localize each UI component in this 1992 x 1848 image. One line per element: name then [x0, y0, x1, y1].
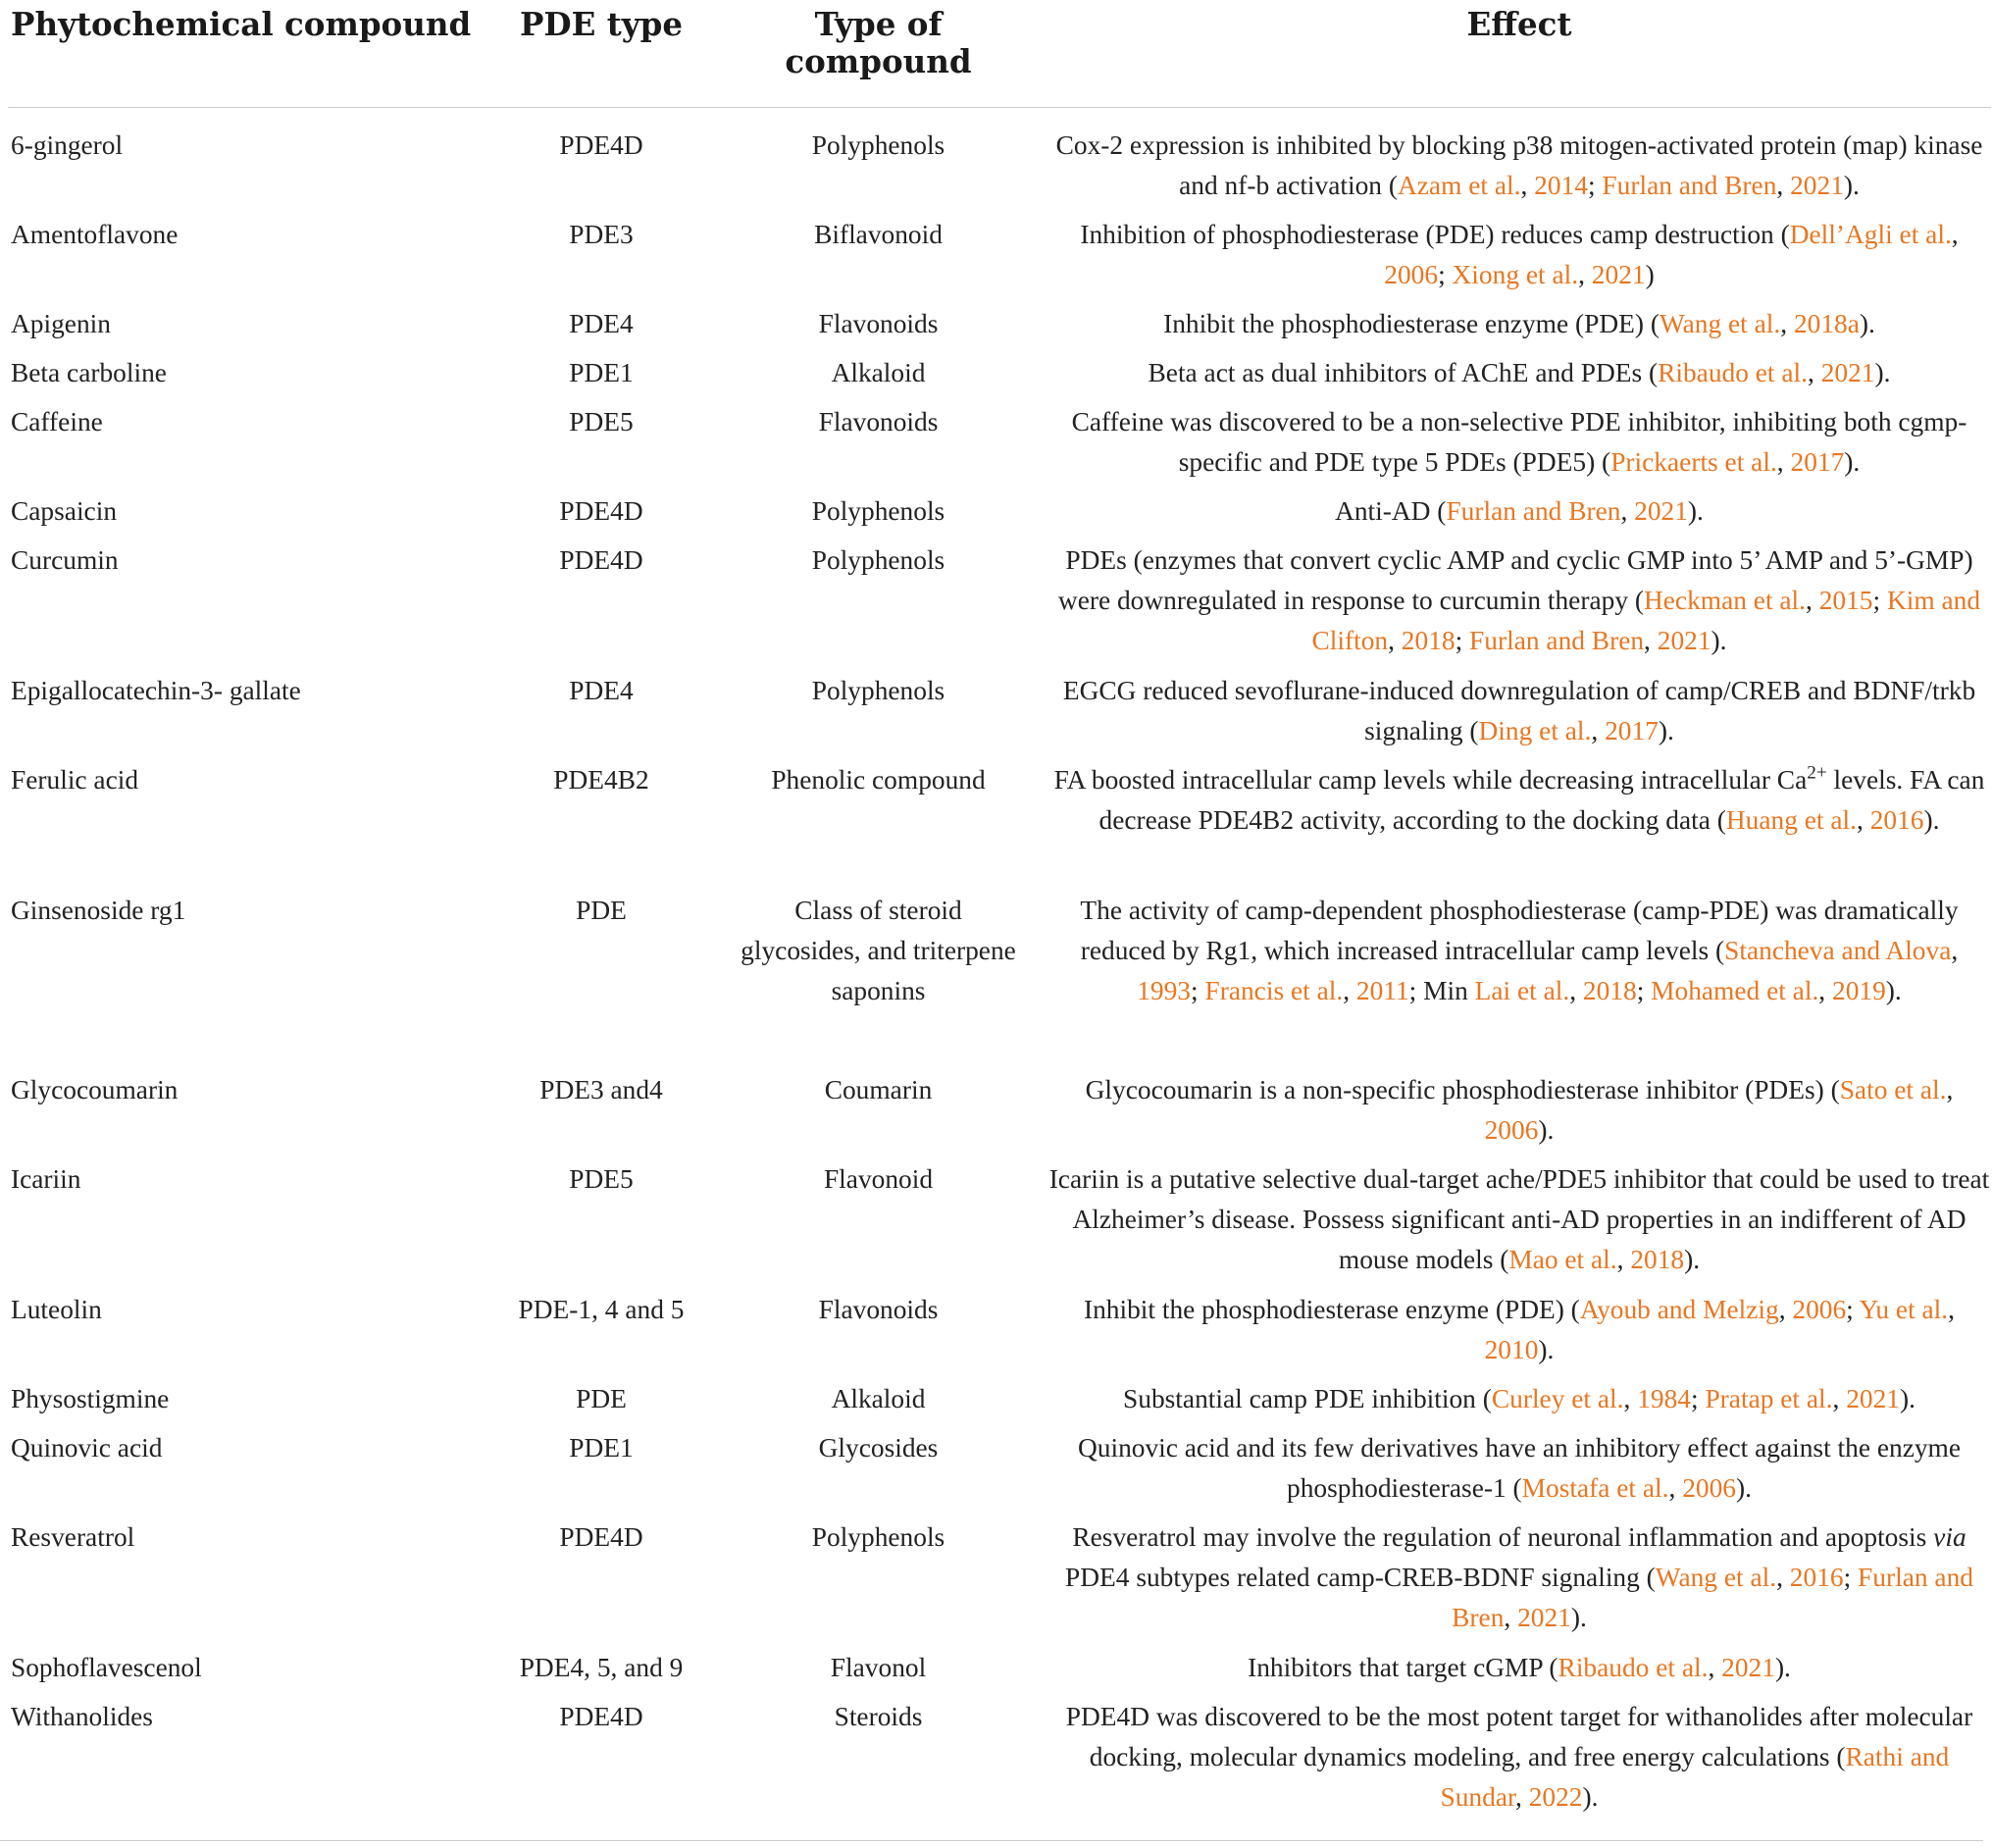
pde-type-cell: PDE1	[569, 1433, 634, 1463]
effect-cell	[1047, 1428, 1991, 1509]
table-row	[8, 540, 1991, 671]
table-row	[8, 1697, 1991, 1827]
reference-link[interactable]: Huang et al.	[1725, 805, 1858, 835]
effect-text: ,	[1776, 1563, 1790, 1592]
effect-text: Icariin is a putative selective dual-target ache/PDE5 inhibitor that could be used to treat Alzheimer’s disease. Possess significant anti-AD properties in an indifferent of AD mouse models (	[1048, 1164, 1990, 1274]
table-row	[8, 1379, 1991, 1428]
reference-link[interactable]: Ribaudo et al.	[1558, 1653, 1709, 1682]
reference-link[interactable]: 2021	[1820, 358, 1875, 387]
effect-text: Glycocoumarin is a non-specific phosphodiesterase inhibitor (PDEs) (	[1085, 1075, 1840, 1104]
reference-link[interactable]: Dell’Agli et al.	[1789, 220, 1952, 249]
effect-cell	[1047, 1290, 1991, 1370]
pde-type-cell: PDE3 and4	[539, 1075, 663, 1104]
reference-link[interactable]: Kim and Clifton	[1311, 586, 1981, 655]
phytochemical-pde-table	[8, 0, 1991, 1812]
compound-type-cell: Biflavonoid	[814, 220, 943, 249]
reference-link[interactable]: Furlan and Bren	[1446, 496, 1621, 526]
effect-text: ).	[1538, 1115, 1555, 1145]
effect-text: ,	[1578, 260, 1592, 289]
effect-text: ).	[1538, 1335, 1555, 1364]
reference-link[interactable]: Azam et al.	[1397, 171, 1521, 200]
effect-cell	[1047, 540, 1991, 661]
pde-type-cell: PDE	[576, 896, 627, 925]
effect-text: ).	[1874, 358, 1891, 387]
pde-type-cell: PDE-1, 4 and 5	[518, 1295, 685, 1324]
pde-type-cell: PDE4D	[559, 1522, 643, 1552]
reference-link[interactable]: 2016	[1869, 805, 1924, 835]
reference-link[interactable]: Prickaerts et al.	[1610, 447, 1777, 477]
effect-text: ).	[1923, 805, 1940, 835]
compound-type-cell: Polyphenols	[811, 1522, 945, 1552]
pde-type-cell: PDE4D	[559, 130, 643, 160]
compound-type-cell: Class of steroid glycosides, and triterpene saponins	[741, 896, 1016, 1005]
effect-text: ).	[1570, 1603, 1587, 1632]
compound-cell: Caffeine	[11, 407, 103, 436]
compound-cell: Ginsenoside rg1	[11, 896, 186, 925]
effect-text: Inhibition of phosphodiesterase (PDE) reduces camp destruction (	[1080, 220, 1790, 249]
effect-text: ,	[1776, 447, 1791, 477]
effect-text: ;	[1843, 1563, 1859, 1592]
effect-text: ;	[1872, 586, 1887, 615]
reference-link[interactable]: 2011	[1355, 976, 1409, 1005]
table-row	[8, 126, 1991, 215]
effect-cell	[1047, 402, 1991, 483]
reference-link[interactable]: Mostafa et al.	[1521, 1473, 1669, 1503]
effect-cell	[1047, 491, 1991, 532]
compound-cell: Luteolin	[11, 1295, 102, 1324]
effect-text: PDE4 subtypes related camp-CREB-BDNF signaling (	[1065, 1563, 1656, 1592]
reference-link[interactable]: 2016	[1789, 1563, 1844, 1592]
reference-link[interactable]: Sato et al.	[1839, 1075, 1947, 1104]
reference-link[interactable]: Curley et al.	[1491, 1384, 1624, 1413]
compound-cell: Apigenin	[11, 309, 111, 338]
effect-cell	[1047, 1517, 1991, 1638]
compound-cell: Capsaicin	[11, 496, 118, 526]
reference-link[interactable]: 2018	[1401, 626, 1456, 655]
effect-text: ; Min	[1408, 976, 1475, 1005]
compound-type-cell: Alkaloid	[831, 1384, 926, 1413]
header-effect: Effect	[1466, 5, 1572, 43]
reference-link[interactable]: Wang et al.	[1659, 309, 1781, 338]
table-row	[8, 491, 1991, 540]
compound-cell: Glycocoumarin	[11, 1075, 179, 1104]
reference-link[interactable]: Ribaudo et al.	[1658, 358, 1809, 387]
pde-type-cell: PDE4D	[559, 545, 643, 575]
reference-link[interactable]: Ding et al.	[1478, 716, 1592, 745]
reference-link[interactable]: 2021	[1591, 260, 1646, 289]
reference-link[interactable]: Heckman et al.	[1643, 586, 1807, 615]
effect-text: ,	[1946, 1075, 1954, 1104]
reference-link[interactable]: Furlan and Bren	[1469, 626, 1645, 655]
compound-type-cell: Alkaloid	[831, 358, 926, 387]
effect-cell	[1047, 126, 1991, 206]
effect-text: ,	[1948, 1295, 1956, 1324]
table-row	[8, 760, 1991, 891]
reference-link[interactable]: 2021	[1517, 1603, 1571, 1632]
effect-text: ,	[1623, 1384, 1638, 1413]
pde-type-cell: PDE4	[569, 309, 634, 338]
reference-link[interactable]: Pratap et al.	[1705, 1384, 1833, 1413]
effect-text: ;	[1438, 260, 1453, 289]
compound-type-cell: Polyphenols	[811, 130, 945, 160]
effect-text: ,	[1778, 1295, 1793, 1324]
table-row	[8, 1517, 1991, 1648]
effect-cell	[1047, 671, 1991, 751]
reference-link[interactable]: Stancheva and Alova	[1724, 936, 1952, 965]
compound-cell: 6-gingerol	[11, 130, 124, 160]
table-row	[8, 402, 1991, 491]
table-row	[8, 1070, 1991, 1159]
pde-type-cell: PDE4D	[559, 1702, 643, 1731]
pde-type-cell: PDE3	[569, 220, 634, 249]
reference-link[interactable]: Rathi and Sundar	[1440, 1742, 1950, 1812]
reference-link[interactable]: 2018	[1582, 976, 1637, 1005]
reference-link[interactable]: 1984	[1637, 1384, 1691, 1413]
effect-text: ).	[1774, 1653, 1791, 1682]
compound-cell: Amentoflavone	[11, 220, 179, 249]
effect-text: ,	[1515, 1782, 1529, 1812]
effect-cell	[1047, 215, 1991, 295]
table-row	[8, 1428, 1991, 1517]
effect-text: Resveratrol may involve the regulation of neuronal inflammation and apoptosis	[1072, 1522, 1934, 1552]
effect-cell	[1047, 1697, 1991, 1818]
effect-cell	[1047, 1159, 1991, 1280]
compound-type-cell: Polyphenols	[811, 676, 945, 705]
reference-link[interactable]: 2021	[1634, 496, 1688, 526]
effect-text: ,	[1668, 1473, 1683, 1503]
effect-text: ,	[1591, 716, 1606, 745]
reference-link[interactable]: 2010	[1484, 1335, 1539, 1364]
effect-text: ).	[1844, 447, 1861, 477]
effect-text: ;	[1846, 1295, 1860, 1324]
effect-text: ,	[1343, 976, 1356, 1005]
effect-text: ,	[1388, 626, 1402, 655]
compound-type-cell: Polyphenols	[811, 545, 945, 575]
reference-link[interactable]: 1993	[1137, 976, 1191, 1005]
compound-cell: Epigallocatechin-3- gallate	[11, 676, 301, 705]
table-row	[8, 1648, 1991, 1697]
compound-cell: Resveratrol	[11, 1522, 135, 1552]
effect-text: Inhibitors that target cGMP (	[1248, 1653, 1558, 1682]
effect-text: ,	[1569, 976, 1583, 1005]
compound-type-cell: Glycosides	[818, 1433, 939, 1463]
effect-text: ,	[1504, 1603, 1518, 1632]
effect-cell	[1047, 304, 1991, 344]
table-row	[8, 304, 1991, 353]
reference-link[interactable]: 2018a	[1793, 309, 1860, 338]
reference-link[interactable]: 2022	[1528, 1782, 1583, 1812]
pde-type-cell: PDE4, 5, and 9	[519, 1653, 684, 1682]
effect-text: EGCG reduced sevoflurane-induced downregulation of camp/CREB and BDNF/trkb signaling (	[1062, 676, 1976, 745]
effect-text: Cox-2 expression is inhibited by blocking p38 mitogen-activated protein (map) kinase and nf-b activation (	[1055, 130, 1983, 200]
reference-link[interactable]: 2021	[1657, 626, 1711, 655]
effect-text: ).	[1859, 309, 1875, 338]
compound-type-cell: Flavonoids	[818, 407, 939, 436]
compound-type-cell: Polyphenols	[811, 496, 945, 526]
effect-cell	[1047, 1070, 1991, 1151]
compound-cell: Ferulic acid	[11, 765, 139, 795]
pde-type-cell: PDE	[576, 1384, 627, 1413]
reference-link[interactable]: 2019	[1832, 976, 1886, 1005]
italic-text: via	[1933, 1522, 1966, 1552]
effect-text: PDE4D was discovered to be the most potent target for withanolides after molecular docking, molecular dynamics modeling, and free energy calculations (	[1065, 1702, 1973, 1771]
reference-link[interactable]: Francis et al.	[1204, 976, 1344, 1005]
effect-text: ,	[1808, 358, 1821, 387]
effect-text: ,	[1951, 220, 1959, 249]
header-pde-type: PDE type	[519, 5, 683, 43]
effect-text: ,	[1520, 171, 1535, 200]
effect-cell	[1047, 1379, 1991, 1419]
table-row	[8, 215, 1991, 304]
effect-text: Substantial camp PDE inhibition (	[1123, 1384, 1492, 1413]
table-bottom-rule	[0, 1840, 1983, 1841]
effect-text: ).	[1885, 976, 1902, 1005]
pde-type-cell: PDE4	[569, 676, 634, 705]
effect-text: ).	[1687, 496, 1704, 526]
superscript: 2+	[1807, 762, 1827, 784]
effect-text: ;	[1690, 1384, 1706, 1413]
effect-text: ,	[1857, 805, 1870, 835]
effect-text: ,	[1776, 171, 1791, 200]
compound-cell: Curcumin	[11, 545, 119, 575]
table-row	[8, 671, 1991, 760]
table-row	[8, 1290, 1991, 1379]
compound-type-cell: Steroids	[834, 1702, 923, 1731]
effect-text: ,	[1708, 1653, 1722, 1682]
table-row	[8, 891, 1991, 1070]
compound-cell: Withanolides	[11, 1702, 153, 1731]
compound-type-cell: Flavonoid	[823, 1164, 934, 1194]
reference-link[interactable]: Furlan and Bren	[1602, 171, 1777, 200]
effect-text: The activity of camp-dependent phosphodiesterase (camp-PDE) was dramatically reduced by Rg1, which increased intracellular camp levels (	[1080, 896, 1959, 965]
reference-link[interactable]: 2006	[1682, 1473, 1736, 1503]
effect-cell	[1047, 353, 1991, 393]
effect-text: ).	[1658, 716, 1674, 745]
effect-text: Quinovic acid and its few derivatives have an inhibitory effect against the enzyme phosphodiesterase-1 (	[1077, 1433, 1962, 1503]
effect-text: ).	[1735, 1473, 1752, 1503]
effect-text: ).	[1711, 626, 1727, 655]
reference-link[interactable]: Lai et al.	[1474, 976, 1570, 1005]
effect-text: ,	[1616, 1245, 1631, 1274]
reference-link[interactable]: 2021	[1790, 171, 1844, 200]
effect-text: Inhibit the phosphodiesterase enzyme (PDE) (	[1163, 309, 1660, 338]
effect-cell	[1047, 760, 1991, 841]
pde-type-cell: PDE5	[569, 407, 634, 436]
effect-cell	[1047, 891, 1991, 1011]
pde-type-cell: PDE5	[569, 1164, 634, 1194]
effect-text: Inhibit the phosphodiesterase enzyme (PDE) (	[1083, 1295, 1580, 1324]
table-row	[8, 1159, 1991, 1290]
reference-link[interactable]: Mohamed et al.	[1651, 976, 1819, 1005]
reference-link[interactable]: Yu et al.	[1859, 1295, 1949, 1324]
effect-text: ;	[1587, 171, 1603, 200]
effect-text: ,	[1951, 936, 1959, 965]
table-header-row	[8, 0, 1991, 108]
effect-cell	[1047, 1648, 1991, 1688]
compound-cell: Sophoflavescenol	[11, 1653, 202, 1682]
effect-text: ,	[1644, 626, 1658, 655]
header-compound: Phytochemical compound	[11, 5, 472, 43]
reference-link[interactable]: 2017	[1790, 447, 1845, 477]
effect-text: ;	[1455, 626, 1470, 655]
reference-link[interactable]: 2021	[1846, 1384, 1900, 1413]
pde-type-cell: PDE4D	[559, 496, 643, 526]
reference-link[interactable]: 2006	[1484, 1115, 1539, 1145]
effect-text: ).	[1582, 1782, 1599, 1812]
effect-text: ,	[1818, 976, 1832, 1005]
pde-type-cell: PDE4B2	[553, 765, 649, 795]
reference-link[interactable]: 2006	[1384, 260, 1439, 289]
effect-text: Anti-AD (	[1335, 496, 1447, 526]
reference-link[interactable]: 2021	[1721, 1653, 1775, 1682]
effect-text: ).	[1684, 1245, 1701, 1274]
effect-text: ,	[1832, 1384, 1847, 1413]
compound-cell: Quinovic acid	[11, 1433, 163, 1463]
effect-text: ).	[1843, 171, 1860, 200]
compound-cell: Icariin	[11, 1164, 81, 1194]
effect-text: FA boosted intracellular camp levels while decreasing intracellular Ca	[1053, 765, 1808, 795]
effect-text: Caffeine was discovered to be a non-selective PDE inhibitor, inhibiting both cgmp-specific and PDE type 5 PDEs (PDE5) (	[1071, 407, 1967, 477]
reference-link[interactable]: 2014	[1534, 171, 1588, 200]
effect-text: levels. FA can decrease PDE4B2 activity, according to the docking data (	[1098, 765, 1985, 835]
reference-link[interactable]: 2017	[1605, 716, 1659, 745]
reference-link[interactable]: Furlan and Bren	[1452, 1563, 1973, 1632]
effect-text: ;	[1636, 976, 1652, 1005]
effect-text: PDEs (enzymes that convert cyclic AMP and cyclic GMP into 5’ AMP and 5’-GMP) were downregulated in response to curcumin therapy (	[1057, 545, 1973, 615]
reference-link[interactable]: 2006	[1792, 1295, 1847, 1324]
effect-text: ,	[1620, 496, 1635, 526]
compound-type-cell: Flavonoids	[818, 1295, 939, 1324]
compound-type-cell: Flavonoids	[818, 309, 939, 338]
effect-text: )	[1645, 260, 1655, 289]
effect-text: ,	[1780, 309, 1794, 338]
reference-link[interactable]: Ayoub and Melzig	[1579, 1295, 1779, 1324]
table-row	[8, 353, 1991, 402]
reference-link[interactable]: Wang et al.	[1655, 1563, 1777, 1592]
compound-type-cell: Phenolic compound	[771, 765, 986, 795]
pde-type-cell: PDE1	[569, 358, 634, 387]
effect-text: ).	[1900, 1384, 1915, 1413]
reference-link[interactable]: 2015	[1818, 586, 1873, 615]
reference-link[interactable]: 2018	[1630, 1245, 1685, 1274]
effect-text: ;	[1191, 976, 1205, 1005]
compound-type-cell: Flavonol	[830, 1653, 927, 1682]
effect-text: ,	[1806, 586, 1819, 615]
reference-link[interactable]: Xiong et al.	[1452, 260, 1579, 289]
reference-link[interactable]: Mao et al.	[1508, 1245, 1617, 1274]
header-type-of-compound: Type of compound	[785, 5, 972, 80]
compound-type-cell: Coumarin	[824, 1075, 933, 1104]
effect-text: Beta act as dual inhibitors of AChE and PDEs (	[1148, 358, 1659, 387]
compound-cell: Beta carboline	[11, 358, 167, 387]
compound-cell: Physostigmine	[11, 1384, 170, 1413]
